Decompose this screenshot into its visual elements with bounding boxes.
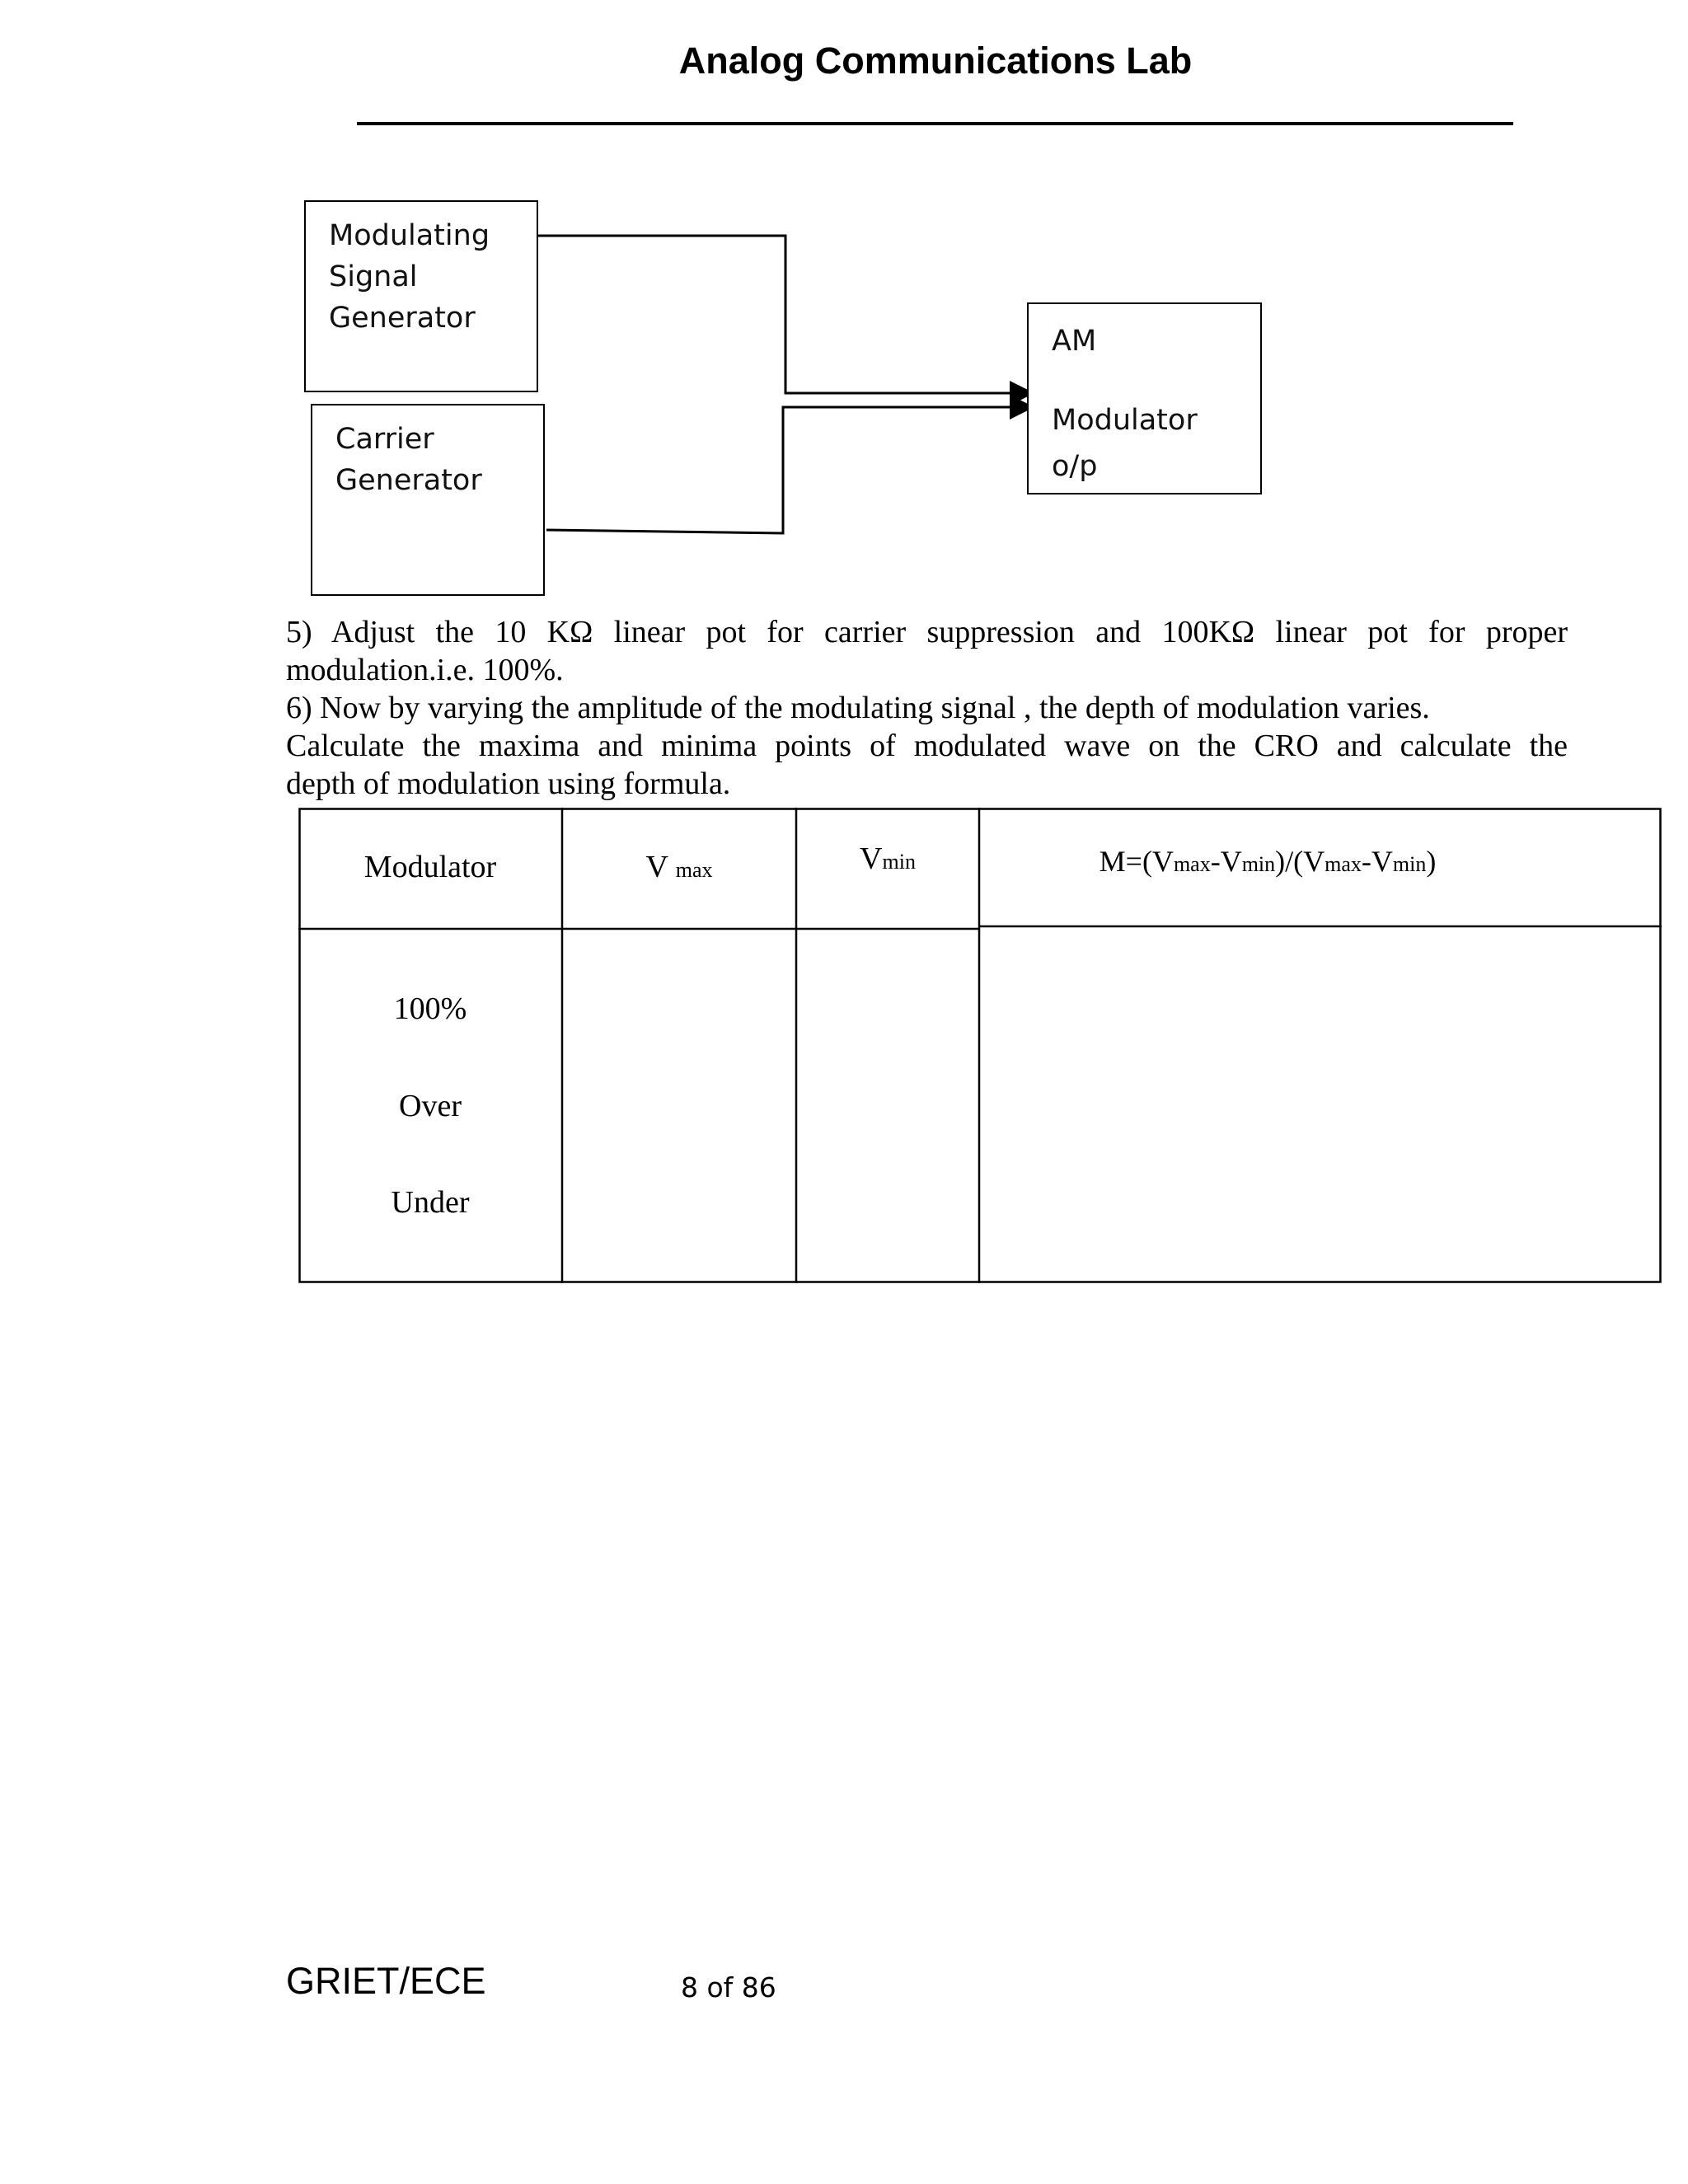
table-row-label: Under [391, 1185, 470, 1220]
text-line: depth of modulation using formula. [286, 766, 731, 801]
formula-part: M=(V [1099, 845, 1174, 878]
block-label: Generator [335, 464, 482, 497]
text-line: Calculate the maxima and minima points of modulated wave on the CRO and calculate the [286, 729, 1568, 763]
formula-subscript: min [1392, 852, 1427, 876]
block-label: Modulating [329, 219, 490, 252]
am-modulator-block [1027, 302, 1262, 494]
formula-subscript: min [1241, 852, 1276, 876]
text-line: 5) Adjust the 10 KΩ linear pot for carrier suppression and 100KΩ linear pot for proper [286, 615, 1568, 649]
block-label: Modulator [1052, 404, 1198, 437]
formula-part: -V [1361, 845, 1393, 878]
column-header-formula [979, 844, 1556, 879]
block-label: o/p [1052, 450, 1098, 483]
footer-institution: GRIET/ECE [286, 1960, 486, 2002]
table-row-label: 100% [393, 991, 467, 1026]
column-header-vmax [562, 849, 796, 885]
header-base: V [645, 850, 668, 884]
header-subscript: max [675, 858, 713, 882]
formula-part: ) [1426, 845, 1437, 878]
text-line: 6) Now by varying the amplitude of the modulating signal , the depth of modulation varies. [286, 691, 1430, 725]
block-label: Signal [329, 260, 418, 293]
header-subscript: min [882, 850, 916, 874]
step-6-text [286, 689, 1568, 727]
column-header-modulator: Modulator [363, 850, 497, 884]
modulating-signal-wire [535, 236, 1032, 393]
column-header-vmin [796, 841, 979, 877]
calculation-text [286, 727, 1568, 803]
formula-part: )/(V [1275, 845, 1325, 878]
text-line: modulation.i.e. 100%. [286, 653, 564, 687]
formula-part: -V [1210, 845, 1242, 878]
carrier-generator-block [311, 404, 545, 596]
block-label: Carrier [335, 423, 434, 456]
formula-subscript: max [1173, 852, 1211, 876]
modulation-table [298, 808, 1662, 1283]
modulating-signal-generator-block [304, 200, 538, 392]
formula-subscript: max [1325, 852, 1362, 876]
block-label: Generator [329, 302, 476, 335]
page-title: Analog Communications Lab [678, 40, 1193, 82]
header-base: V [860, 841, 883, 876]
block-label: AM [1052, 325, 1097, 358]
page-number: 8 of 86 [681, 1971, 776, 2004]
carrier-signal-wire [546, 407, 1032, 533]
step-5-text [286, 613, 1568, 689]
table-row-label: Over [399, 1089, 462, 1123]
